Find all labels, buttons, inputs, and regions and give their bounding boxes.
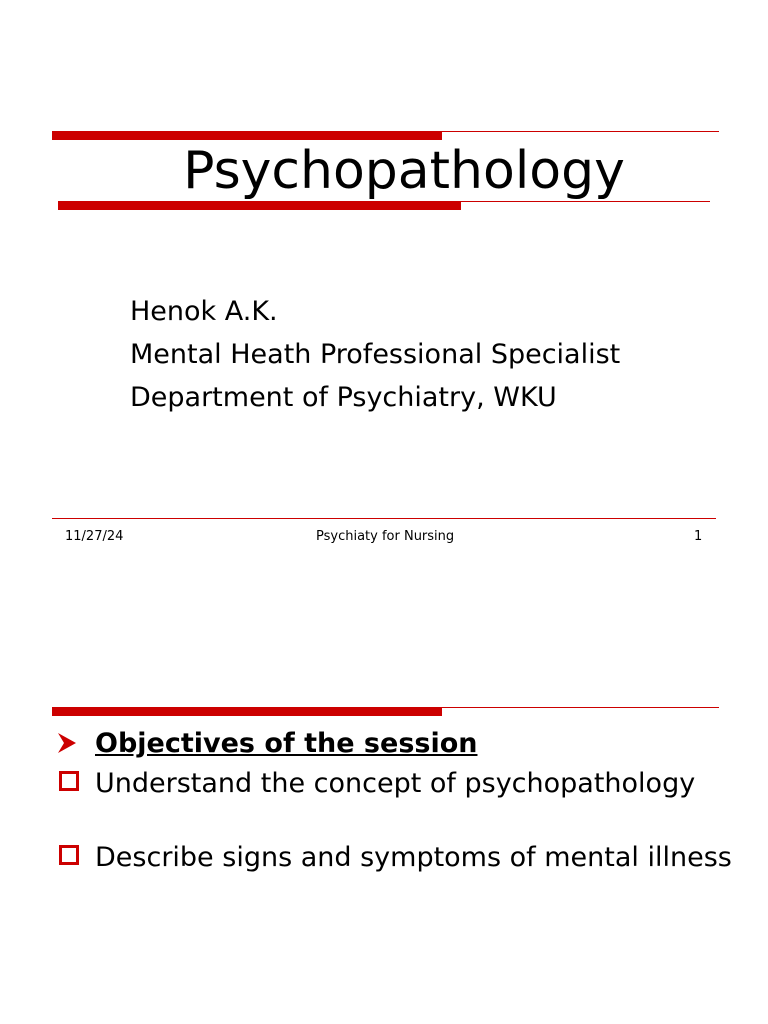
- header-bar-thin: [442, 707, 719, 708]
- slide-title: Psychopathology: [183, 141, 625, 201]
- footer-divider: [52, 518, 716, 519]
- objective-text: Describe signs and symptoms of mental illness: [95, 842, 732, 873]
- objective-text: Understand the concept of psychopathology: [95, 768, 696, 799]
- author-name: Henok A.K.: [130, 296, 278, 327]
- square-bullet-icon: [59, 771, 79, 791]
- author-role: Mental Heath Professional Specialist: [130, 339, 621, 370]
- footer-date: 11/27/24: [65, 529, 124, 544]
- arrow-bullet-icon: [58, 733, 76, 753]
- footer-page-number: 1: [694, 529, 703, 544]
- header-bar-thick: [52, 707, 442, 716]
- objectives-heading: Objectives of the session: [95, 728, 478, 759]
- title-top-bar-thick: [52, 131, 442, 140]
- author-department: Department of Psychiatry, WKU: [130, 382, 557, 413]
- title-top-bar-thin: [442, 131, 719, 132]
- footer-course: Psychiaty for Nursing: [316, 529, 455, 544]
- square-bullet-icon: [59, 845, 79, 865]
- title-bottom-bar-thin: [461, 201, 710, 202]
- title-bottom-bar-thick: [58, 201, 461, 210]
